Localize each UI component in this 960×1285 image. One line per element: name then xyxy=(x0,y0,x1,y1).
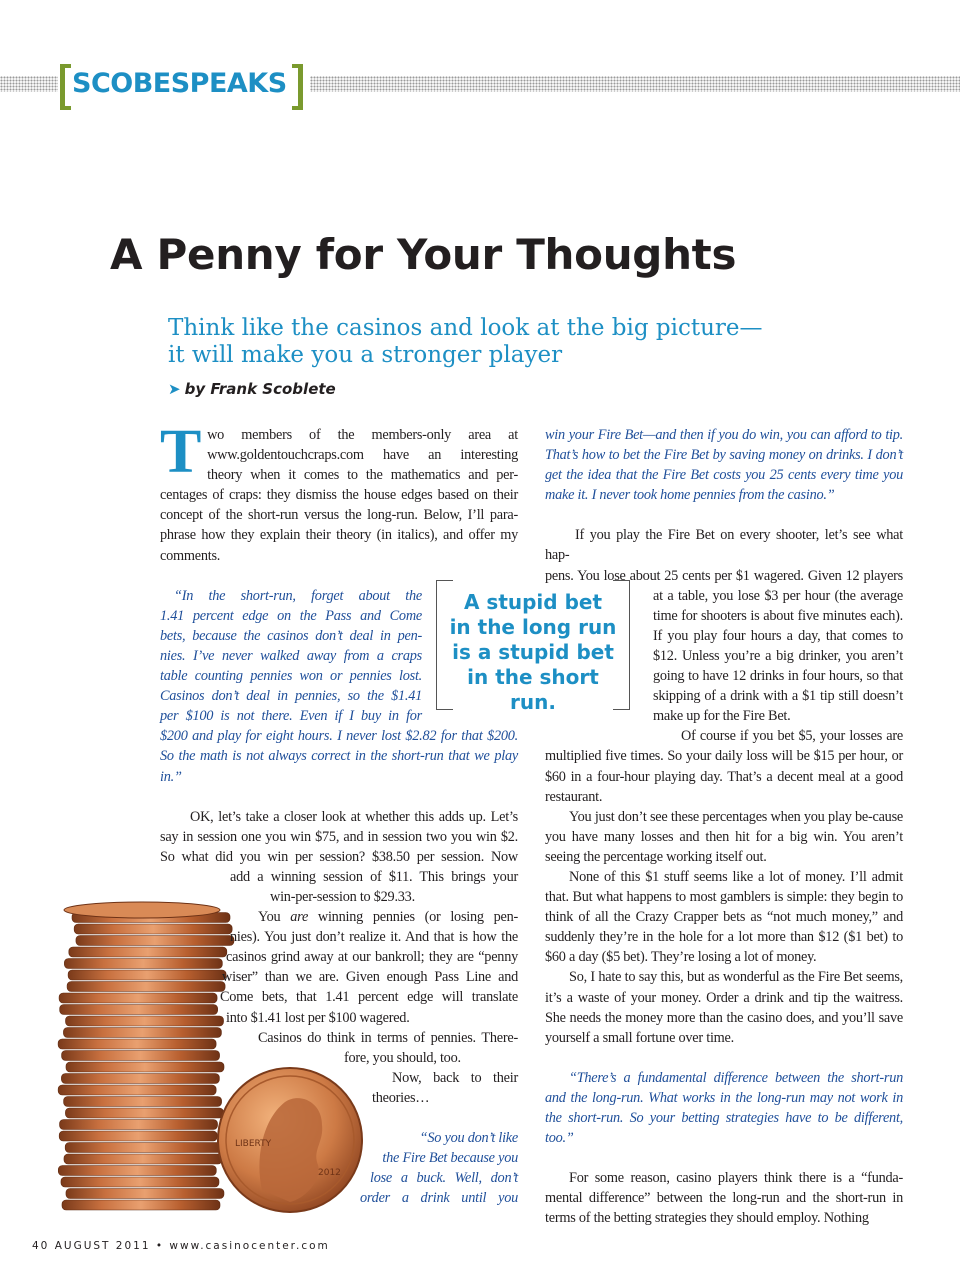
text-line: “So you don’t like xyxy=(419,1130,518,1146)
deck-line: Think like the casinos and look at the big picture— xyxy=(168,315,763,341)
text-line: Now, back to their xyxy=(392,1069,518,1086)
byline xyxy=(168,380,336,398)
text-fragment: winning pennies (or losing pen- xyxy=(308,909,519,926)
text-line: 1.41 percent edge on the Pass and Come xyxy=(160,607,422,624)
text-line: pens. You lose about 25 cents per $1 wagered. Given 12 players xyxy=(545,567,903,584)
paragraph: You just don’t see these percentages when you play be-cause you have many losses and then hit for a big win. You aren’t seeing the percentage working itself out. xyxy=(545,808,903,865)
text-line: Of course if you bet $5, your losses are xyxy=(681,728,903,745)
column-left xyxy=(160,418,519,1208)
text-line: So what did you win per session? $38.50 per session. Now xyxy=(160,848,518,865)
text-line: table counting pennies won or pennies lost. xyxy=(160,668,422,685)
text-line: order a drink until you xyxy=(360,1190,518,1207)
text-fragment: You xyxy=(258,909,291,926)
text-line: Casinos do think in terms of pennies. There- xyxy=(258,1029,518,1046)
page-footer: 40 AUGUST 2011 • www.casinocenter.com xyxy=(32,1240,330,1252)
text-line: wiser” than we are. Given enough Pass Line and xyxy=(222,969,518,986)
italic-quote: win your Fire Bet—and then if you do win, you can afford to tip. That’s how to bet the Fire Bet by saving money on drinks. I don’t get the idea that the Fire Bet costs you 25 cents every time you make it. I never took home pennies from the casino.” xyxy=(545,427,903,504)
pull-quote-line: in the long run xyxy=(449,615,617,639)
section-bracket-right xyxy=(292,64,303,110)
coin-year: 2012 xyxy=(318,1168,341,1178)
paragraph xyxy=(160,1068,518,1108)
text-line: theory when it comes to the mathematics and per- xyxy=(207,467,518,484)
column-right xyxy=(545,425,903,1228)
paragraph xyxy=(160,807,518,907)
text-line: into $1.41 lost per $100 wagered. xyxy=(226,1009,410,1026)
paragraph: For some reason, casino players think there is a “funda-mental difference” between the long-run and the short-run in terms of the betting strategies they should employ. Nothing xyxy=(545,1170,903,1227)
header-dotted-rule-right xyxy=(310,76,960,92)
paragraph: None of this $1 stuff seems like a lot of money. I’ll admit that. But what happens to most gamblers is simple: they begin to think of all the Crazy Crapper bets as “not much money,” and suddenly they’re in the hole for a lot more than $12 ($1 bet) to $60 a day ($5 bet). They’re losing a lot of money. xyxy=(545,868,903,966)
text-line: nies). You just don’t realize it. And that is how the xyxy=(230,929,518,946)
text-line: bets, because the casinos don’t deal in pen- xyxy=(160,627,422,644)
text-line: win-per-session to $29.33. xyxy=(270,888,415,905)
text-line: If you play four hours a day, that comes to xyxy=(653,627,903,644)
text-line: fore, you should, too. xyxy=(344,1049,461,1066)
text-line: OK, let’s take a closer look at whether this adds up. Let’s xyxy=(190,808,518,825)
text-line: the Fire Bet because you xyxy=(382,1150,518,1167)
text-line: skipping of a drink with a $1 tip still doesn’t xyxy=(653,688,903,705)
pull-quote-line: is a stupid bet xyxy=(452,640,614,664)
text-line: $12. Unless you’re a big drinker, you aren’t xyxy=(653,647,903,664)
text-line: multiplied five times. So your daily loss will be $15 per hour, or $60 in a four-hour playing day. That’s a decent meal at a good restaurant. xyxy=(545,748,903,805)
drop-cap: T xyxy=(160,418,202,486)
text-line: time for shooters is about five minutes each). xyxy=(653,607,903,624)
text-line: nies. I’ve never walked away from a craps xyxy=(160,647,422,664)
text-line: lose a buck. Well, don’t xyxy=(370,1170,518,1187)
italic-quote xyxy=(160,1128,518,1208)
pull-quote-line: in the short run. xyxy=(467,665,599,714)
byline-text: by Frank Scoblete xyxy=(184,380,336,398)
text-line: “In the short-run, forget about the xyxy=(174,587,422,604)
paragraph xyxy=(160,418,518,566)
italic-quote: “There’s a fundamental difference between the short-run and the long-run. What works in the long-run may not work in the short-run. So your betting strategies have to be different, too.” xyxy=(545,1069,903,1147)
text-line: www.goldentouchcraps.com have an interesting xyxy=(207,447,518,464)
emphasis: are xyxy=(290,909,309,926)
paragraph xyxy=(545,525,903,726)
section-name: SCOBESPEAKS xyxy=(72,68,287,99)
text-line: going to have 12 drinks in four hours, so that xyxy=(653,668,903,685)
paragraph xyxy=(160,907,518,1028)
article-deck xyxy=(168,315,808,369)
text-line: Casinos don’t deal in pennies, so the $1.41 xyxy=(160,688,422,705)
paragraph xyxy=(160,1028,518,1068)
text-line: per $100 is not there. Even if I buy in for xyxy=(160,708,422,725)
paragraph xyxy=(545,726,903,806)
text-line: at a table, you lose $3 per hour (the average xyxy=(653,587,903,604)
text-line: make up for the Fire Bet. xyxy=(653,708,791,725)
deck-line: it will make you a stronger player xyxy=(168,342,563,368)
header-dotted-rule-left xyxy=(0,76,58,92)
coin-inscription: LIBERTY xyxy=(235,1139,272,1149)
pull-quote-line: A stupid bet xyxy=(463,590,603,614)
text-line: theories… xyxy=(372,1089,430,1106)
article-title: A Penny for Your Thoughts xyxy=(110,230,737,279)
text-line: centages of craps: they dismiss the house edges based on their concept of the short-run versus the long-run. Below, I’ll para-phrase how they explain their theory (in italics), and offer my comments. xyxy=(160,487,518,564)
text-line: $200 and play for eight hours. I never lost $2.82 for that $200. So the math is not always correct in the short-run that we play in.” xyxy=(160,728,518,785)
text-line: casinos grind away at our bankroll; they are “penny xyxy=(226,949,518,966)
text-line: say in session one you win $75, and in session two you win $2. xyxy=(160,828,518,845)
text-line: Come bets, that 1.41 percent edge will translate xyxy=(220,989,518,1006)
text-line: If you play the Fire Bet on every shooter, let’s see what hap- xyxy=(545,527,903,564)
arrow-icon: ➤ xyxy=(168,380,181,398)
paragraph: So, I hate to say this, but as wonderful as the Fire Bet seems, it’s a waste of your money. Order a drink and tip the waitress. She needs the money more than the casino does, and you’ll save yourself a small fortune over time. xyxy=(545,969,903,1046)
text-line: wo members of the members-only area at xyxy=(207,427,518,443)
text-line: add a winning session of $11. This brings your xyxy=(230,868,518,885)
section-bracket-left xyxy=(60,64,71,110)
